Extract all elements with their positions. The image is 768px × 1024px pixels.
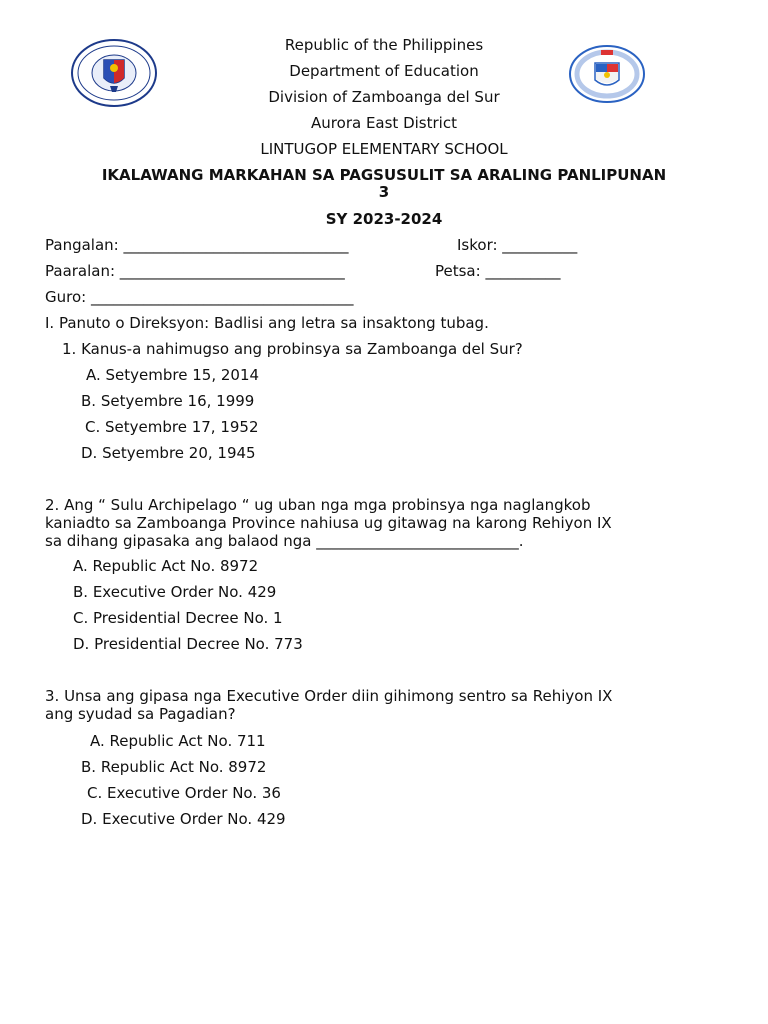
- q3-option-a: A. Republic Act No. 711: [90, 732, 266, 750]
- header-school: LINTUGOP ELEMENTARY SCHOOL: [260, 140, 508, 158]
- q3-option-d: D. Executive Order No. 429: [81, 810, 286, 828]
- header-republic: Republic of the Philippines: [284, 36, 484, 54]
- school-field: Paaralan: ______________________________: [45, 262, 345, 280]
- school-year: SY 2023-2024: [325, 210, 443, 228]
- date-field: Petsa: __________: [435, 262, 561, 280]
- instructions: I. Panuto o Direksyon: Badlisi ang letra sa insaktong tubag.: [45, 314, 489, 332]
- q2-option-a: A. Republic Act No. 8972: [73, 557, 259, 575]
- q1-option-d: D. Setyembre 20, 1945: [81, 444, 256, 462]
- exam-title: IKALAWANG MARKAHAN SA PAGSUSULIT SA ARALING PANLIPUNAN: [101, 166, 667, 184]
- header-division: Division of Zamboanga del Sur: [268, 88, 500, 106]
- header-district: Aurora East District: [311, 114, 457, 132]
- question-2-line-1: 2. Ang “ Sulu Archipelago “ ug uban nga mga probinsya nga naglangkob: [45, 496, 591, 514]
- q3-option-c: C. Executive Order No. 36: [87, 784, 281, 802]
- q2-option-b: B. Executive Order No. 429: [73, 583, 277, 601]
- score-field: Iskor: __________: [457, 236, 578, 254]
- exam-title-grade: 3: [378, 183, 390, 201]
- header-department: Department of Education: [289, 62, 479, 80]
- question-2-line-2: kaniadto sa Zamboanga Province nahiusa ug gitawag na karong Rehiyon IX: [45, 514, 612, 532]
- question-2-line-3: sa dihang gipasaka ang balaod nga ___________________________.: [45, 532, 524, 550]
- question-3-line-2: ang syudad sa Pagadian?: [45, 705, 236, 723]
- teacher-field: Guro: ___________________________________: [45, 288, 354, 306]
- q2-option-c: C. Presidential Decree No. 1: [73, 609, 283, 627]
- question-3-line-1: 3. Unsa ang gipasa nga Executive Order diin gihimong sentro sa Rehiyon IX: [45, 687, 613, 705]
- q1-option-b: B. Setyembre 16, 1999: [81, 392, 255, 410]
- question-1: 1. Kanus-a nahimugso ang probinsya sa Zamboanga del Sur?: [62, 340, 523, 358]
- name-field: Pangalan: ______________________________: [45, 236, 349, 254]
- q3-option-b: B. Republic Act No. 8972: [81, 758, 267, 776]
- q2-option-d: D. Presidential Decree No. 773: [73, 635, 303, 653]
- q1-option-c: C. Setyembre 17, 1952: [85, 418, 259, 436]
- q1-option-a: A. Setyembre 15, 2014: [86, 366, 260, 384]
